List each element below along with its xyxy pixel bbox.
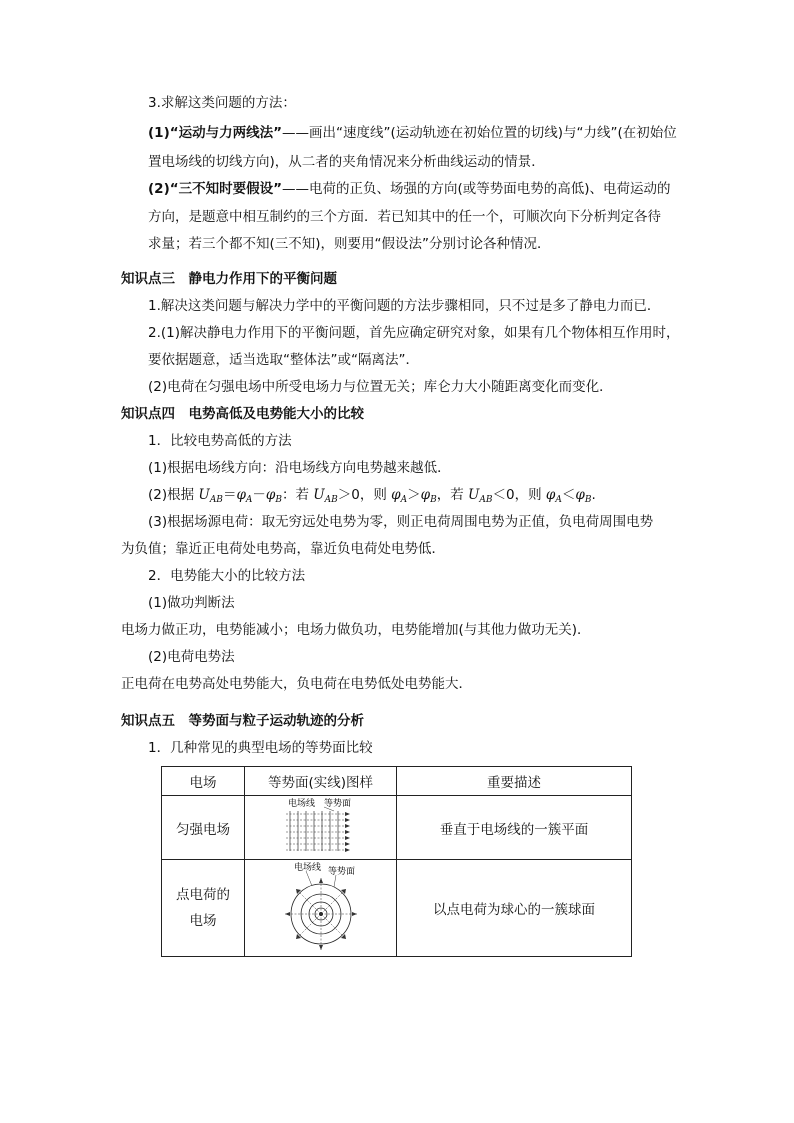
kp4-method3-line2: 为负值；靠近正电荷处电势高，靠近负电荷处电势低．: [121, 541, 445, 557]
kp4-work2: (2)电荷电势法: [148, 649, 235, 665]
kp5-sub1: 1．几种常见的典型电场的等势面比较: [148, 740, 373, 756]
p2-keyword: (2)“三不知时要假设”: [148, 181, 282, 197]
description-cell: 以点电荷为球心的一簇球面: [397, 860, 632, 957]
point-charge-figure-cell: [245, 860, 397, 957]
section3-title: 3.求解这类问题的方法：: [148, 95, 296, 111]
kp3-line1: 1.解决这类问题与解决力学中的平衡问题的方法步骤相同，只不过是多了静电力而已．: [148, 298, 661, 314]
kp3-line2: 2.(1)解决静电力作用下的平衡问题，首先应确定研究对象，如果有几个物体相互作用时，: [148, 325, 680, 341]
figure-label: 等势面: [327, 867, 355, 877]
description-cell: 垂直于电场线的一簇平面: [397, 796, 632, 860]
kp4-method3-line1: (3)根据场源电荷：取无穷远处电势为零，则正电荷周围电势为正值，负电荷周围电势: [148, 514, 654, 530]
table-header: 重要描述: [397, 767, 632, 796]
kp4-sub1: 1．比较电势高低的方法: [148, 433, 292, 449]
figure-label: 电场线: [293, 863, 321, 873]
kp3-line3: 要依据题意，适当选取“整体法”或“隔离法”．: [148, 352, 419, 368]
kp4-work1: (1)做功判断法: [148, 595, 235, 611]
figure-label: 等势面: [323, 798, 351, 809]
section3-p1: [148, 124, 677, 142]
kp4-heading: 知识点四 电势高低及电势能大小的比较: [121, 406, 364, 422]
kp4-sub2: 2．电势能大小的比较方法: [148, 568, 306, 584]
uniform-field-figure-cell: [245, 796, 397, 860]
kp3-line4: (2)电荷在匀强电场中所受电场力与位置无关；库仑力大小随距离变化而变化．: [148, 379, 613, 395]
uniform-field-figure: [266, 797, 376, 855]
equipotential-table: [161, 766, 632, 957]
p1-keyword: (1)“运动与力两线法”: [148, 125, 282, 141]
table-header-row: [162, 767, 632, 796]
kp5-heading: 知识点五 等势面与粒子运动轨迹的分析: [121, 713, 364, 729]
p2-text: ——电荷的正负、场强的方向(或等势面电势的高低)、电荷运动的: [281, 181, 671, 197]
field-cell: 匀强电场: [162, 796, 245, 860]
table-header: 等势面(实线)图样: [245, 767, 397, 796]
equipotential-planes: [290, 811, 338, 851]
kp4-method2-formula: (2)根据 $U_{AB}=\varphi_A-\varphi_B$：若 $U_{AB}>0$，则 $\varphi_A>\varphi_B$，若 $U_{AB}<0$，则 $\varphi_A<\varphi_B$.: [148, 487, 596, 505]
point-charge-figure: [266, 860, 376, 952]
radial-field-lines: [285, 878, 357, 950]
field-arrows: [345, 812, 350, 852]
p1-text: ——画出“速度线”(运动轨迹在初始位置的切线)与“力线”(在初始位: [281, 125, 677, 141]
section3-p2-line3: 求量；若三个都不知(三不知)，则要用“假设法”分别讨论各种情况．: [148, 236, 551, 252]
kp4-work1-desc: 电场力做正功，电势能减小；电场力做负功，电势能增加(与其他力做功无关)．: [121, 622, 591, 638]
section3-p2-line2: 方向，是题意中相互制约的三个方面．若已知其中的任一个，可顺次向下分析判定各待: [148, 209, 661, 225]
figure-label: 电场线: [287, 798, 315, 809]
kp3-heading: 知识点三 静电力作用下的平衡问题: [121, 271, 337, 287]
table-row: [162, 860, 632, 957]
section3-p1-line2: 置电场线的切线方向)，从二者的夹角情况来分析曲线运动的情景．: [148, 154, 545, 170]
section3-p2: [148, 180, 671, 198]
field-lines: [286, 814, 346, 850]
table-header: 电场: [162, 767, 245, 796]
field-cell: 点电荷的 电场: [162, 860, 245, 957]
kp4-work2-desc: 正电荷在电势高处电势能大，负电荷在电势低处电势能大．: [121, 676, 472, 692]
kp4-method1: (1)根据电场线方向：沿电场线方向电势越来越低．: [148, 460, 451, 476]
table-row: [162, 796, 632, 860]
